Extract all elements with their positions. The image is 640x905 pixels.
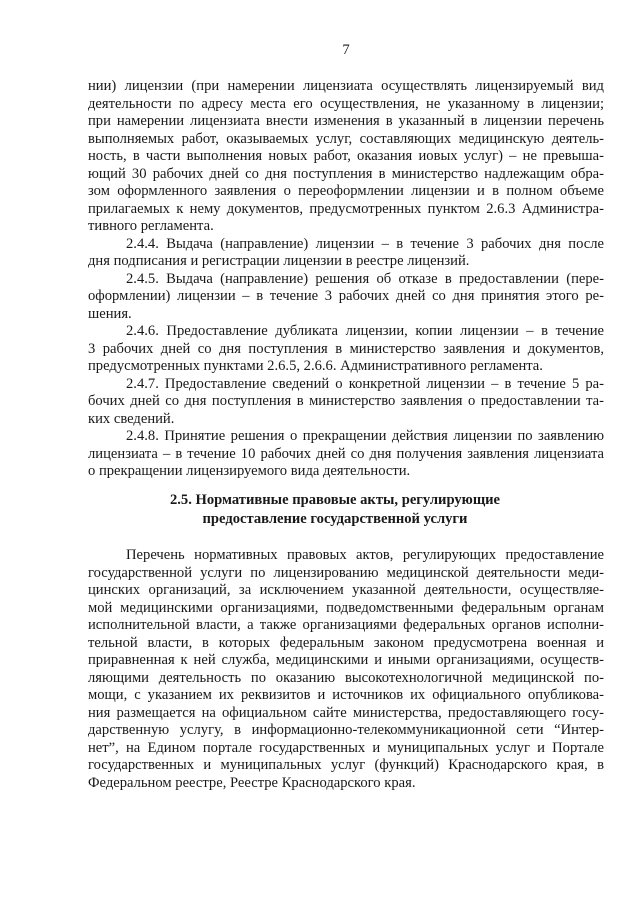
- text-line: ющий 30 рабочих дней со дня поступления в министерство надлежащим обра-: [88, 165, 604, 182]
- text-line: мой медицинскими организациями, подведомственными федеральным органам: [88, 599, 604, 616]
- text-line: бочих дней со дня поступления в министерство заявления о предоставлении та-: [88, 393, 604, 409]
- text-line: цинских организаций, за исключением указанной деятельности, осуществляе-: [88, 582, 604, 599]
- text-line: лицензиата – в течение 10 рабочих дней со дня получения заявления лицензиата: [88, 445, 604, 462]
- text-line: оформлении) лицензии – в течение 3 рабочих дней со дня принятия этого ре-: [88, 288, 604, 304]
- text-body: [88, 78, 604, 792]
- paragraph-2-4-8: [88, 428, 604, 481]
- paragraph-2-4-5: [88, 271, 604, 324]
- text-line: 2.4.6. Предоставление дубликата лицензии, копии лицензии – в течение: [126, 323, 604, 339]
- text-line: мощи, с указанием их реквизитов и источников их официального опубликова-: [88, 687, 604, 704]
- text-line: 3 рабочих дней со дня поступления в министерство заявления и документов,: [88, 340, 604, 357]
- paragraph-2-4-7: [88, 376, 604, 429]
- section-heading-2-5: [88, 491, 604, 529]
- text-line: государственной услуги по лицензированию медицинской деятельности меди-: [88, 564, 604, 581]
- paragraph-2-4-6: [88, 323, 604, 376]
- text-line: прилагаемых к нему документов, предусмотренных пунктом 2.6.3 Администра-: [88, 200, 604, 217]
- text-line: ких сведений.: [88, 410, 175, 427]
- paragraph-2-4-4: [88, 236, 604, 271]
- text-line: 2.4.5. Выдача (направление) решения об отказе в предоставлении (пере-: [126, 270, 604, 287]
- text-line: нет”, на Едином портале государственных и муниципальных услуг и Портале: [88, 739, 604, 756]
- text-line: Федеральном реестре, Реестре Краснодарского края.: [88, 774, 416, 791]
- text-line: ность, в части выполнения новых работ, оказания иовых услуг) – не превыша-: [88, 148, 604, 164]
- text-line: предусмотренных пунктами 2.6.5, 2.6.6. Административного регламента.: [88, 358, 543, 374]
- page-number: 7: [342, 42, 350, 58]
- text-line: 2.4.7. Предоставление сведений о конкретной лицензии – в течение 5 ра-: [126, 375, 604, 392]
- text-line: о прекращении лицензируемого вида деятельности.: [88, 463, 411, 479]
- heading-line: предоставление государственной услуги: [202, 510, 468, 527]
- text-line: шения.: [88, 305, 132, 322]
- text-line: нии) лицензии (при намерении лицензиата осуществлять лицензируемый вид: [88, 78, 604, 94]
- text-line: исполнительной власти, а также организациями федеральных органов исполни-: [88, 617, 604, 634]
- text-line: дарственную услугу, в информационно-телекоммуникационной сети “Интер-: [88, 722, 604, 739]
- paragraph-continuation: [88, 78, 604, 236]
- text-line: приравненная к ней служба, медицинскими и иными организациями, осуществ-: [88, 652, 604, 669]
- text-line: дня подписания и регистрации лицензии в реестре лицензий.: [88, 253, 470, 269]
- text-line: 2.4.4. Выдача (направление) лицензии – в течение 3 рабочих дня после: [126, 235, 604, 252]
- heading-line: 2.5. Нормативные правовые акты, регулирующие: [169, 491, 501, 508]
- text-line: 2.4.8. Принятие решения о прекращении действия лицензии по заявлению: [126, 428, 604, 444]
- text-line: выполняемых работ, оказываемых услуг, составляющих медицинскую деятель-: [88, 130, 604, 147]
- text-line: государственных и муниципальных услуг (функций) Краснодарского края, в: [88, 757, 604, 774]
- text-line: Перечень нормативных правовых актов, регулирующих предоставление: [126, 547, 604, 564]
- text-line: ния размещается на официальном сайте министерства, предоставляющего госу-: [88, 704, 604, 721]
- text-line: зом оформленного заявления о переоформлении лицензии и в полном объеме: [88, 183, 604, 199]
- text-line: ляющими деятельность по оказанию высокотехнологичной медицинской по-: [88, 669, 604, 686]
- text-line: при намерении лицензиата внести изменения в указанный в лицензии перечень: [88, 113, 604, 129]
- text-line: тивного регламента.: [88, 218, 214, 234]
- text-line: деятельности по адресу места его осуществления, не указанному в лицензии;: [88, 95, 604, 112]
- text-line: тельной власти, в которых федеральным законом предусмотрена военная и: [88, 634, 604, 651]
- paragraph-2-5-body: [88, 547, 604, 792]
